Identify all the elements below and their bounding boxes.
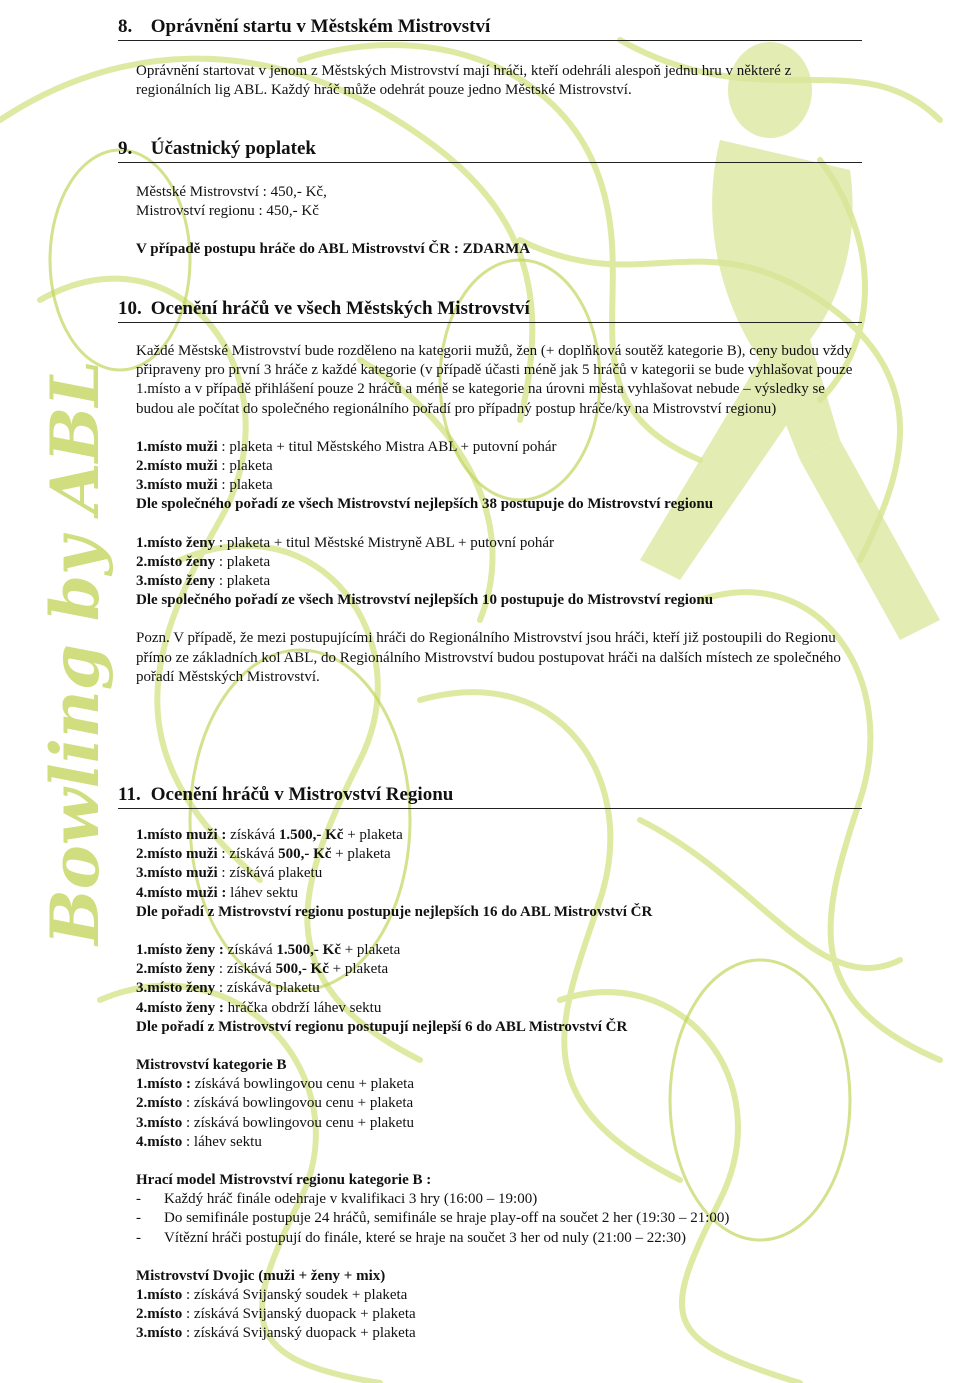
place-label: 3.místo	[136, 1114, 183, 1131]
place-label: 4.místo muži :	[136, 884, 227, 901]
section-number: 10.	[118, 298, 142, 319]
place-prize: : získává plaketu	[217, 865, 323, 882]
place-prize: : získává bowlingovou cenu + plaketa	[182, 1095, 414, 1112]
place-label: 1.místo muži	[136, 438, 218, 455]
list-item	[136, 960, 862, 979]
place-label: 1.místo :	[136, 1076, 191, 1093]
section-number: 11.	[118, 784, 141, 805]
list-item	[136, 1114, 862, 1133]
place-label: 1.místo	[136, 1287, 183, 1304]
bullet-dash: -	[136, 1191, 141, 1208]
place-label: 3.místo muži	[136, 477, 218, 494]
list-item	[136, 884, 862, 903]
list-item	[136, 845, 862, 864]
section-11-heading	[118, 784, 862, 809]
place-prize: : získává bowlingovou cenu + plaketu	[182, 1114, 414, 1131]
place-prize: : získává	[217, 846, 279, 863]
place-label: 1.místo ženy :	[136, 942, 224, 959]
section-10-body	[136, 342, 862, 687]
advance-note: Dle pořadí z Mistrovství regionu postupuje nejlepších 16 do ABL Mistrovství ČR	[136, 903, 653, 920]
place-label: 2.místo ženy	[136, 961, 216, 978]
section-9-heading	[118, 138, 862, 163]
section-8-body	[136, 62, 862, 100]
advance-note: Dle společného pořadí ze všech Mistrovství nejlepších 10 postupuje do Mistrovství regionu	[136, 592, 714, 609]
place-label: 2.místo	[136, 1095, 183, 1112]
place-prize-extra: + plaketa	[340, 942, 401, 959]
bullet-item	[136, 1190, 862, 1209]
list-item	[136, 941, 862, 960]
watermark-text: Bowling by ABL	[36, 360, 114, 945]
place-prize: : získává Svijanský duopack + plaketa	[182, 1306, 416, 1323]
section-10-heading	[118, 298, 862, 323]
place-prize: : plaketa	[217, 477, 273, 494]
place-prize: : získává plaketu	[215, 980, 320, 997]
section-title: Ocenění hráčů ve všech Městských Mistrovství	[150, 298, 530, 319]
list-item	[136, 979, 862, 998]
place-prize: získává	[226, 827, 279, 843]
place-prize: : plaketa + titul Městské Mistryně ABL + putovní pohár	[215, 534, 554, 551]
bullet-dash: -	[136, 1229, 141, 1246]
section-number: 8.	[118, 16, 133, 37]
place-prize: získává	[223, 942, 277, 959]
place-prize: : láhev sektu	[182, 1133, 262, 1150]
place-prize-extra: + plaketa	[331, 846, 391, 863]
place-label: 3.místo muži	[136, 865, 218, 882]
list-item	[136, 999, 862, 1018]
section-number: 9.	[118, 138, 133, 159]
place-prize: : plaketa + titul Městského Mistra ABL + putovní pohár	[217, 438, 557, 455]
zdarma-line: V případě postupu hráče do ABL Mistrovství ČR : ZDARMA	[136, 241, 531, 258]
place-label: 2.místo ženy	[136, 553, 216, 570]
list-item	[136, 1075, 862, 1094]
list-item	[136, 1094, 862, 1113]
list-item	[136, 476, 862, 495]
place-prize: hráčka obdrží láhev sektu	[223, 999, 382, 1016]
section-11-body	[136, 826, 862, 1344]
place-prize: : získává	[215, 961, 276, 978]
list-item	[136, 457, 862, 476]
bullet-dash: -	[136, 1210, 141, 1227]
fee-line: Městské Mistrovství : 450,- Kč,	[136, 184, 327, 200]
prize-amount: 1.500,- Kč	[276, 942, 341, 959]
place-label: 4.místo	[136, 1133, 183, 1150]
note-paragraph: Pozn. V případě, že mezi postupujícími hráči do Regionálního Mistrovství jsou hráči, kteří již postoupili do Regionu přímo ze základních kol ABL, do Regionálního Mistrovství budou postupovat hráči na dalších místech ze společného pořadí Městských Mistrovství.	[136, 630, 841, 685]
bullet-text: Každý hráč finále odehraje v kvalifikaci 3 hry (16:00 – 19:00)	[164, 1191, 538, 1208]
list-item	[136, 826, 862, 845]
list-item	[136, 534, 862, 553]
place-prize: : získává Svijanský soudek + plaketa	[182, 1287, 408, 1304]
section-title: Oprávnění startu v Městském Mistrovství	[150, 16, 491, 37]
advance-note: Dle pořadí z Mistrovství regionu postupují nejlepší 6 do ABL Mistrovství ČR	[136, 1018, 628, 1035]
list-item	[136, 1324, 862, 1343]
bullet-item	[136, 1209, 862, 1228]
list-item	[136, 572, 862, 591]
section-8-heading	[118, 16, 862, 41]
list-item	[136, 1286, 862, 1305]
prize-amount: 1.500,- Kč	[278, 827, 344, 843]
section-title: Účastnický poplatek	[150, 138, 316, 159]
bullet-text: Vítězní hráči postupují do finále, které se hraje na součet 3 her od nuly (21:00 – 22:30)	[164, 1229, 686, 1246]
place-label: 2.místo muži	[136, 846, 218, 863]
place-prize: láhev sektu	[226, 884, 299, 901]
list-item	[136, 553, 862, 572]
list-item	[136, 1305, 862, 1324]
place-label: 1.místo ženy	[136, 534, 216, 551]
prize-amount: 500,- Kč	[278, 846, 332, 863]
section-title: Ocenění hráčů v Mistrovství Regionu	[150, 784, 454, 805]
place-label: 2.místo	[136, 1306, 183, 1323]
place-prize-extra: + plaketa	[343, 827, 403, 843]
place-prize: : plaketa	[215, 573, 271, 590]
place-label: 4.místo ženy :	[136, 999, 224, 1016]
place-prize: : plaketa	[217, 458, 273, 475]
intro-paragraph: Každé Městské Mistrovství bude rozděleno na kategorii mužů, žen (+ doplňková soutěž kategorie B), ceny budou vždy připraveny pro první 3 hráče z každé kategorie (v případě účasti méně jak 5 hráčů v kategorii se bude vyhlašovat pouze 1.místo a v případě přihlášení pouze 2 hráčů a méně se kategorie na úrovni města vyhlašovat nebude – výsledky se budou ale počítat do společného regionálního pořadí pro případný postup hráče/ky na Mistrovství regionu)	[136, 343, 853, 417]
place-prize: : získává Svijanský duopack + plaketa	[182, 1325, 416, 1342]
place-prize-extra: + plaketa	[328, 961, 389, 978]
bullet-text: Do semifinále postupuje 24 hráčů, semifinále se hraje play-off na součet 2 her (19:30 – 21:00)	[164, 1210, 730, 1227]
paragraph: Oprávnění startovat v jenom z Městských Mistrovství mají hráči, kteří odehráli alespoň jednu hru v některé z regionálních lig ABL. Každý hráč může odehrát pouze jedno Městské Mistrovství.	[136, 63, 792, 99]
place-prize: : plaketa	[215, 553, 271, 570]
subheading: Hrací model Mistrovství regionu kategorie B :	[136, 1172, 432, 1189]
list-item	[136, 438, 862, 457]
subheading: Mistrovství kategorie B	[136, 1057, 287, 1074]
place-label: 1.místo muži :	[136, 827, 227, 843]
bullet-item	[136, 1229, 862, 1248]
subheading: Mistrovství Dvojic (muži + ženy + mix)	[136, 1267, 386, 1284]
place-label: 3.místo	[136, 1325, 183, 1342]
section-9-body	[136, 183, 862, 260]
prize-amount: 500,- Kč	[275, 961, 329, 978]
place-label: 3.místo ženy	[136, 573, 216, 590]
place-prize: získává bowlingovou cenu + plaketa	[191, 1076, 414, 1093]
place-label: 3.místo ženy	[136, 980, 216, 997]
fee-line: Mistrovství regionu : 450,- Kč	[136, 203, 319, 220]
advance-note: Dle společného pořadí ze všech Mistrovství nejlepších 38 postupuje do Mistrovství regionu	[136, 496, 714, 513]
list-item	[136, 1133, 862, 1152]
list-item	[136, 864, 862, 883]
place-label: 2.místo muži	[136, 458, 218, 475]
